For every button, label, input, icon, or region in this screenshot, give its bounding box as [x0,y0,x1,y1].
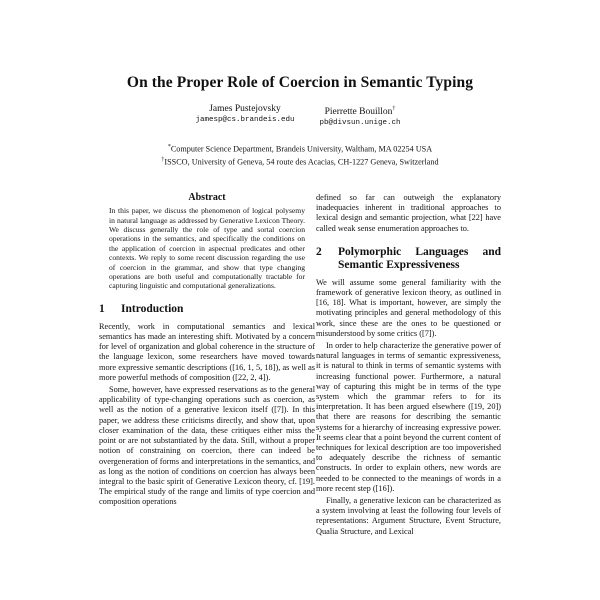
section-heading: 1 Introduction [99,302,184,315]
abstract-text: In this paper, we discuss the phenomenon of logical polysemy in natural language as addressed by Generative Lexicon Theory. We discuss generally the role of type and sortal coercion operations in the semantics, and specifically the conditions on the application of coercion in aspectual predicates and other contexts. We reply to some recent discussion regarding the use of coercion in the grammar, and show that type changing operations are both useful and computationally tractable for capturing linguistic and computational generalizations. [109,206,305,291]
right-column [316,193,501,539]
paragraph: Recently, work in computational semantics and lexical semantics has made an interesting shift. Motivated by a concern for level of organization and global coherence in the structure of the language lexicon, some researchers have moved towards more expressive semantic descriptions ([16, 1, 5, 18]), as well as more powerful methods of composition ([22, 2, 4]). [99,321,315,382]
author-email: pb@divsun.unige.ch [319,119,401,128]
section-heading: 2 Polymorphic Languages and Semantic Expressiveness [316,245,501,271]
affiliations [100,142,500,167]
author-name: James Pustejovsky [209,104,281,114]
affiliation: *Computer Science Department, Brandeis University, Waltham, MA 02254 USA [167,144,433,154]
paragraph: Some, however, have expressed reservations as to the general applicability of type-changing operations such as coercion, as well as the notion of a generative lexicon itself ([7]). In this paper, we address these criticisms directly, and show that, upon closer examination of the data, these critiques either miss the point or are not substantiated by the data. Still, without a proper notion of constraining on coercion, there can indeed be overgeneration of forms and interpretations in the semantics, and as long as the notion of conditions on coercion has always been integral to the basic spirit of Generative Lexicon theory, cf. [19]. The empirical study of the range and limits of type coercion and composition operations [99,385,315,507]
author-block [300,104,420,129]
left-column [99,193,315,510]
author-block [180,104,310,126]
author-email: jamesp@cs.brandeis.edu [195,116,295,124]
paragraph: In order to help characterize the generative power of natural languages in terms of semantic expressiveness, it is natural to think in terms of semantic systems with increasing functional power. Furthermore, a natural way of capturing this might be in terms of the type system which the grammar refers to for its interpretation. It has been argued elsewhere ([19, 20]) that there are reasons for describing the semantic systems for a hierarchy of increasing expressive power. It seems clear that a point beyond the current content of techniques for lexical description are too impoverished to adequately describe the richness of semantic constructs. In order to explain others, new words are needed to be connected to the meanings of words in a more recent step ([16]). [316,341,501,493]
affiliation: †ISSCO, University of Geneva, 54 route des Acacias, CH-1227 Geneva, Switzerland [161,156,439,167]
paper-title: On the Proper Role of Coercion in Semantic Typing [126,74,474,91]
paragraph: Finally, a generative lexicon can be characterized as a system involving at least the following four levels of representations: Argument Structure, Event Structure, Qualia Structure, and Lexical [316,496,501,536]
paragraph: We will assume some general familiarity with the framework of generative lexicon theory, as outlined in [16, 18]. What is important, however, are simply the motivating principles and general methodology of this work, since these are the ones to be questioned or misunderstood by some critics ([7]). [316,277,501,338]
author-name: Pierrette Bouillon† [324,106,396,118]
paragraph: defined so far can outweigh the explanatory inadequacies inherent in traditional approaches to lexical design and semantic projection, what [22] have called weak sense enumeration approaches to. [316,193,501,233]
abstract-heading: Abstract [188,192,226,203]
